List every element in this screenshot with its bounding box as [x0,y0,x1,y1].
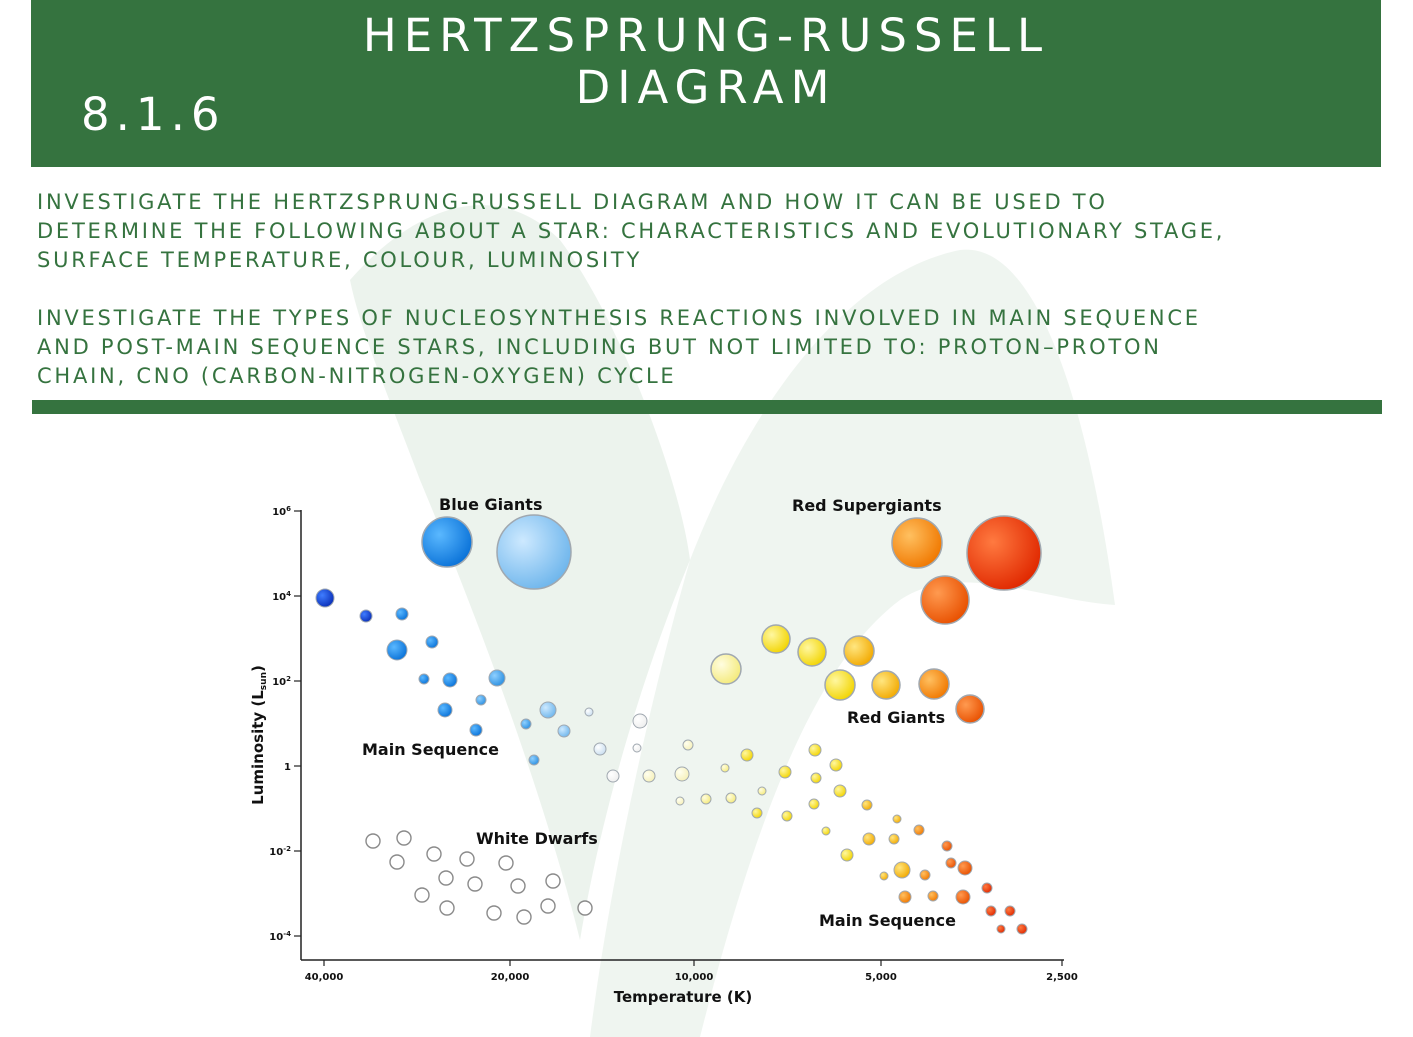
star-main-sequence [758,787,766,795]
star-main-sequence [863,833,875,845]
svg-text:102: $10^2$ [272,675,291,688]
star-main-sequence [443,673,457,687]
star-red-giant [798,638,826,666]
star-blue-giant [422,517,472,567]
x-tick-2500 [1046,960,1078,983]
star-main-sequence [594,743,606,755]
star-white-dwarf [427,847,441,861]
star-main-sequence [782,811,792,821]
star-white-dwarf [415,888,429,902]
star-main-sequence [956,890,970,904]
blue-giant-stars [422,515,571,589]
star-main-sequence [809,799,819,809]
star-main-sequence [809,744,821,756]
star-main-sequence [316,589,334,607]
svg-text:106: $10^6$ [272,505,291,518]
star-main-sequence [830,759,842,771]
star-main-sequence [396,608,408,620]
star-main-sequence [942,841,952,851]
star-white-dwarf [397,831,411,845]
star-main-sequence [721,764,729,772]
star-red-giant [956,695,984,723]
star-main-sequence [997,925,1005,933]
star-main-sequence [779,766,791,778]
star-main-sequence [540,702,556,718]
star-main-sequence [360,610,372,622]
star-main-sequence [521,719,531,729]
star-white-dwarf [517,910,531,924]
star-white-dwarf [578,901,592,915]
y-axis-label: Luminosity $(L_{sun})$ [249,665,269,805]
star-main-sequence [476,695,486,705]
star-main-sequence [958,861,972,875]
label-main-sequence-lower: Main Sequence [819,911,956,930]
star-main-sequence [426,636,438,648]
star-main-sequence [982,883,992,893]
star-white-dwarf [487,906,501,920]
star-main-sequence [558,725,570,737]
star-main-sequence [834,785,846,797]
x-tick-10000 [675,960,714,983]
star-main-sequence [676,797,684,805]
star-main-sequence [607,770,619,782]
star-white-dwarf [511,879,525,893]
star-white-dwarf [468,877,482,891]
y-tick-1e-4 [269,930,301,943]
star-white-dwarf [390,855,404,869]
star-white-dwarf [366,834,380,848]
star-main-sequence [880,872,888,880]
label-blue-giants: Blue Giants [439,495,543,514]
star-main-sequence [675,767,689,781]
star-main-sequence [822,827,830,835]
star-main-sequence [1005,906,1015,916]
red-supergiant-stars [892,516,1041,624]
star-red-giant [844,636,874,666]
star-white-dwarf [546,874,560,888]
star-main-sequence [643,770,655,782]
svg-text:104: $10^4$ [272,590,291,603]
title-line-2: DIAGRAM [575,61,837,114]
star-main-sequence [894,862,910,878]
svg-text:20,000: 20,000 [490,972,530,983]
star-main-sequence [683,740,693,750]
star-white-dwarf [499,856,513,870]
star-red-giant [711,654,741,684]
label-red-supergiants: Red Supergiants [792,496,942,515]
star-main-sequence [889,834,899,844]
star-main-sequence [811,773,821,783]
star-main-sequence [470,724,482,736]
star-white-dwarf [439,871,453,885]
star-main-sequence [899,891,911,903]
y-tick-1e2 [272,675,301,688]
star-blue-giant [497,515,571,589]
svg-text:10,000: 10,000 [674,972,714,983]
star-main-sequence [726,793,736,803]
star-white-dwarf [460,852,474,866]
star-red-giant [872,671,900,699]
star-white-dwarf [440,901,454,915]
star-red-supergiant [892,518,942,568]
objective-2: INVESTIGATE THE TYPES OF NUCLEOSYNTHESIS REACTIONS INVOLVED IN MAIN SEQUENCE AND POST-MAIN SEQUENCE STARS, INCLUDING BUT NOT LIMITED TO: PROTON–PROTON CHAIN, CNO (CARBON-NITROGEN-OXYGEN) CYCLE [37,306,1201,388]
star-main-sequence [387,640,407,660]
x-axis-label: Temperature (K) [613,988,753,1006]
svg-text:2,500: 2,500 [1046,972,1078,983]
star-main-sequence [986,906,996,916]
star-white-dwarf [541,899,555,913]
svg-text:10-2: $10^{-2}$ [269,845,291,858]
star-main-sequence [841,849,853,861]
star-red-giant [762,625,790,653]
objective-1: INVESTIGATE THE HERTZSPRUNG-RUSSELL DIAGRAM AND HOW IT CAN BE USED TO DETERMINE THE FOLLOWING ABOUT A STAR: CHARACTERISTICS AND EVOLUTIONARY STAGE, SURFACE TEMPERATURE, COLOUR, LUMINOSITY [37,190,1226,272]
star-red-supergiant [921,576,969,624]
star-main-sequence [585,708,593,716]
syllabus-code: 8.1.6 [81,88,226,141]
star-main-sequence [946,858,956,868]
star-main-sequence [438,703,452,717]
title-line-1: HERTZSPRUNG-RUSSELL [362,9,1050,62]
upper-main-sequence-stars [316,589,846,835]
label-main-sequence-upper: Main Sequence [362,740,499,759]
y-tick-1 [284,762,301,773]
star-red-supergiant [967,516,1041,590]
star-main-sequence [920,870,930,880]
star-main-sequence [419,674,429,684]
star-main-sequence [893,815,901,823]
star-red-giant [825,670,855,700]
x-tick-5000 [865,960,897,983]
label-white-dwarfs: White Dwarfs [476,829,598,848]
star-main-sequence [489,670,505,686]
star-main-sequence [701,794,711,804]
y-tick-1e4 [272,590,301,603]
star-main-sequence [928,891,938,901]
x-tick-40000 [305,960,344,983]
star-main-sequence [862,800,872,810]
star-main-sequence [752,808,762,818]
label-red-giants: Red Giants [847,708,946,727]
x-tick-20000 [491,960,530,983]
y-tick-1e-2 [269,845,301,858]
star-main-sequence [633,744,641,752]
svg-text:5,000: 5,000 [865,972,897,983]
star-main-sequence [914,825,924,835]
star-main-sequence [529,755,539,765]
star-red-giant [919,669,949,699]
star-main-sequence [633,714,647,728]
svg-text:1: 1 [284,762,291,773]
star-main-sequence [741,749,753,761]
star-main-sequence [1017,924,1027,934]
svg-text:10-4: $10^{-4}$ [269,930,291,943]
y-tick-1e6 [272,505,301,518]
svg-text:40,000: 40,000 [304,972,344,983]
